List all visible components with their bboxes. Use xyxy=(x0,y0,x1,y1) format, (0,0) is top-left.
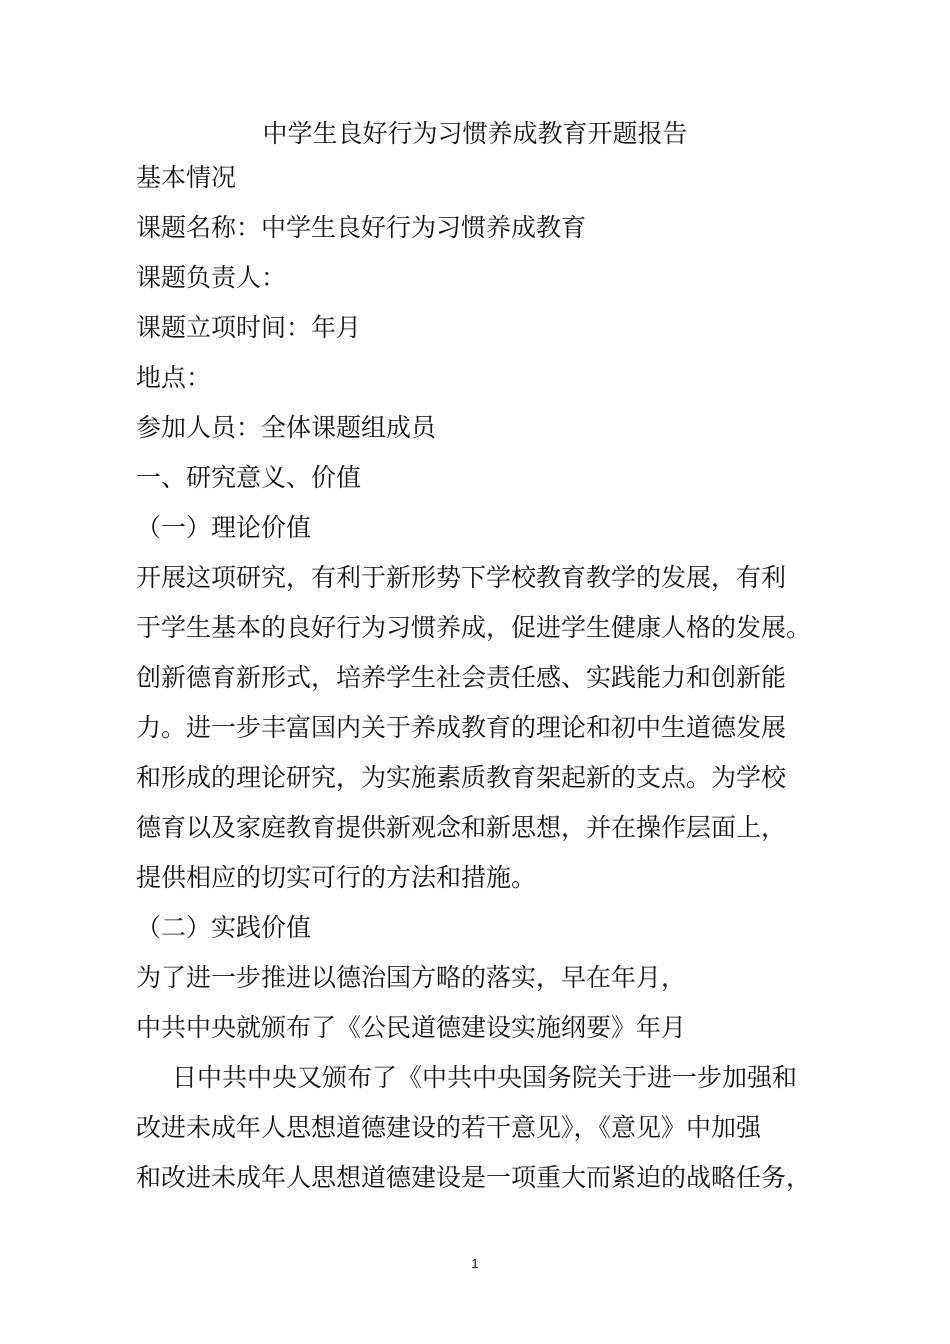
subsection-heading-theory: （一）理论价值 xyxy=(136,513,312,542)
paragraph-line: 于学生基本的良好行为习惯养成，促进学生健康人格的发展。 xyxy=(136,613,812,642)
subsection-heading-practice: （二）实践价值 xyxy=(136,913,312,942)
paragraph-line: 和形成的理论研究，为实施素质教育架起新的支点。为学校 xyxy=(136,763,787,792)
field-approval-time: 课题立项时间：年月 xyxy=(136,313,362,342)
paragraph-line: 日中共中央又颁布了《中共中央国务院关于进一步加强和 xyxy=(172,1063,798,1092)
paragraph-line: 提供相应的切实可行的方法和措施。 xyxy=(136,863,537,892)
paragraph-line: 为了进一步推进以德治国方略的落实，早在年月， xyxy=(136,963,687,992)
field-topic-leader: 课题负责人： xyxy=(136,263,287,292)
page-number: 1 xyxy=(471,1256,479,1271)
field-participants: 参加人员：全体课题组成员 xyxy=(136,413,437,442)
heading-basic-info: 基本情况 xyxy=(136,163,237,192)
paragraph-line: 力。进一步丰富国内关于养成教育的理论和初中生道德发展 xyxy=(136,713,787,742)
paragraph-line: 和改进未成年人思想道德建设是一项重大而紧迫的战略任务， xyxy=(136,1163,812,1192)
field-topic-name: 课题名称：中学生良好行为习惯养成教育 xyxy=(136,213,587,242)
section-heading-significance: 一、研究意义、价值 xyxy=(136,463,362,492)
paragraph-line: 开展这项研究，有利于新形势下学校教育教学的发展，有利 xyxy=(136,563,787,592)
paragraph-line: 德育以及家庭教育提供新观念和新思想，并在操作层面上， xyxy=(136,813,787,842)
field-location: 地点： xyxy=(136,363,212,392)
paragraph-line: 中共中央就颁布了《公民道德建设实施纲要》年月 xyxy=(136,1013,687,1042)
paragraph-line: 改进未成年人思想道德建设的若干意见》，《意见》中加强 xyxy=(136,1113,762,1142)
document-title: 中学生良好行为习惯养成教育开题报告 xyxy=(262,119,688,148)
paragraph-line: 创新德育新形式，培养学生社会责任感、实践能力和创新能 xyxy=(136,663,787,692)
